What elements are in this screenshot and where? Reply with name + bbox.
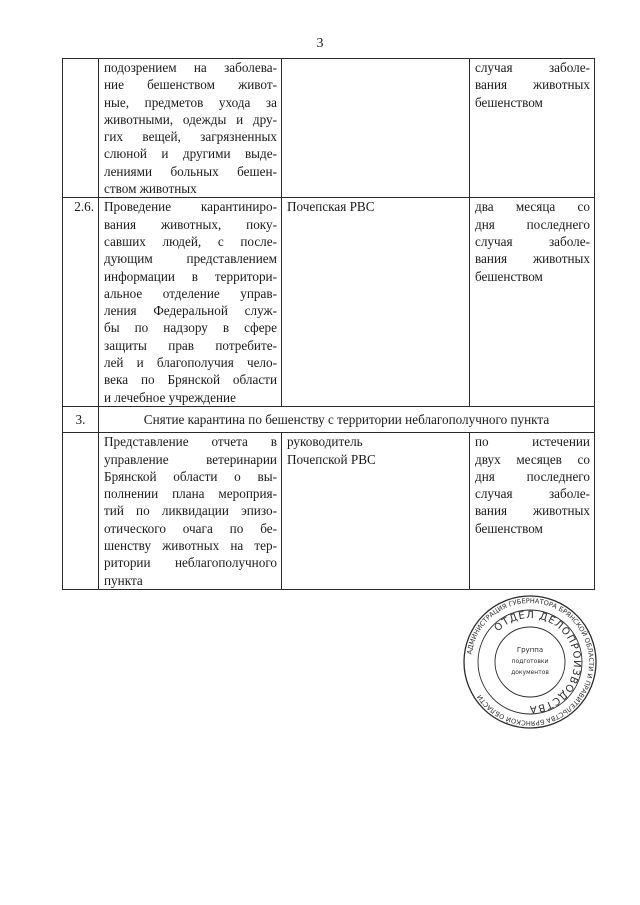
cell-line: защиты прав потребите- xyxy=(104,337,277,353)
cell-line: информации в территори- xyxy=(104,268,277,284)
cell-line: века по Брянской области xyxy=(104,372,277,388)
responsible-cell xyxy=(282,433,470,590)
cell-line: ние бешенством живот- xyxy=(104,77,277,93)
row-number xyxy=(63,433,99,590)
cell-line: случая заболе- xyxy=(475,60,590,75)
cell-line: лениями больных бешен- xyxy=(104,163,277,179)
cell-line: ритории неблагополучного xyxy=(104,555,277,571)
cell-line: тий по ликвидации эпизо- xyxy=(104,503,277,519)
cell-line: Брянской области о вы- xyxy=(104,468,277,484)
cell-line: гих вещей, загрязненных xyxy=(104,129,277,145)
cell-line: бешенством xyxy=(475,94,543,110)
cell-line: случая заболе- xyxy=(475,233,590,249)
official-stamp xyxy=(462,594,598,730)
table-row xyxy=(63,198,595,407)
cell-line: Представление отчета в xyxy=(104,434,277,450)
cell-line: дня последнего xyxy=(475,216,590,232)
cell-line: вания животных xyxy=(475,251,590,267)
cell-line: по истечении xyxy=(475,434,590,450)
cell-line: Почепская РВС xyxy=(287,199,375,215)
cell-line: и лечебное учреждение xyxy=(104,389,236,405)
table-row xyxy=(63,59,595,198)
cell-line: ления Федеральной служ- xyxy=(104,303,277,319)
cell-line: бешенством xyxy=(475,520,543,536)
action-cell xyxy=(99,198,282,407)
measures-table xyxy=(62,58,595,590)
term-cell xyxy=(470,433,595,590)
cell-line: лей и благополучия чело- xyxy=(104,355,277,371)
action-cell xyxy=(99,433,282,590)
cell-line: полнении плана мероприя- xyxy=(104,486,277,502)
cell-line: вания животных xyxy=(475,77,590,93)
cell-line: отического очага по бе- xyxy=(104,520,277,536)
stamp-center-line: подготовки xyxy=(511,658,549,665)
cell-line: управление ветеринарии xyxy=(104,451,277,467)
term-cell xyxy=(470,198,595,407)
cell-line: случая заболе- xyxy=(475,486,590,502)
cell-line: животными, одежды и дру- xyxy=(104,111,277,127)
row-number xyxy=(63,59,99,198)
table-row xyxy=(63,433,595,590)
cell-line: два месяца со xyxy=(475,199,590,215)
section-title: Снятие карантина по бешенству с территории неблагополучного пункта xyxy=(99,406,595,432)
cell-line: руководитель xyxy=(287,434,363,450)
cell-line: бешенством xyxy=(475,268,543,284)
cell-line: дня последнего xyxy=(475,468,590,484)
cell-line: пункта xyxy=(104,572,143,588)
section-row xyxy=(63,406,595,432)
section-number: 3. xyxy=(63,406,99,432)
cell-line: вания животных, поку- xyxy=(104,216,277,232)
stamp-outer-text: АДМИНИСТРАЦИЯ ГУБЕРНАТОРА БРЯНСКОЙ ОБЛАСТИ И ПРАВИТЕЛЬСТВА БРЯНСКОЙ ОБЛАСТИ xyxy=(465,596,596,728)
cell-line: Почепской РВС xyxy=(287,451,376,467)
row-number: 2.6. xyxy=(63,198,99,407)
stamp-inner-text: ОТДЕЛ ДЕЛОПРОИЗВОДСТВА xyxy=(492,609,583,715)
stamp-center-line: Группа xyxy=(516,646,544,654)
cell-line: бы по надзору в сфере xyxy=(104,320,277,336)
cell-line: вания животных xyxy=(475,503,590,519)
term-cell xyxy=(470,59,595,198)
cell-line: подозрением на заболева- xyxy=(104,60,277,75)
cell-line: альное отделение управ- xyxy=(104,285,277,301)
stamp-center-line: документов xyxy=(511,669,549,676)
responsible-cell xyxy=(282,198,470,407)
cell-line: дующим представлением xyxy=(104,251,277,267)
cell-line: Проведение карантиниро- xyxy=(104,199,277,215)
responsible-cell xyxy=(282,59,470,198)
cell-line: слюной и другими выде- xyxy=(104,146,277,162)
cell-line: савших людей, с после- xyxy=(104,233,277,249)
cell-line: шенству животных на тер- xyxy=(104,538,277,554)
cell-line: ством животных xyxy=(104,181,197,197)
cell-line: ные, предметов ухода за xyxy=(104,94,277,110)
action-cell xyxy=(99,59,282,198)
cell-line: двух месяцев со xyxy=(475,451,590,467)
page-number: 3 xyxy=(316,36,324,51)
